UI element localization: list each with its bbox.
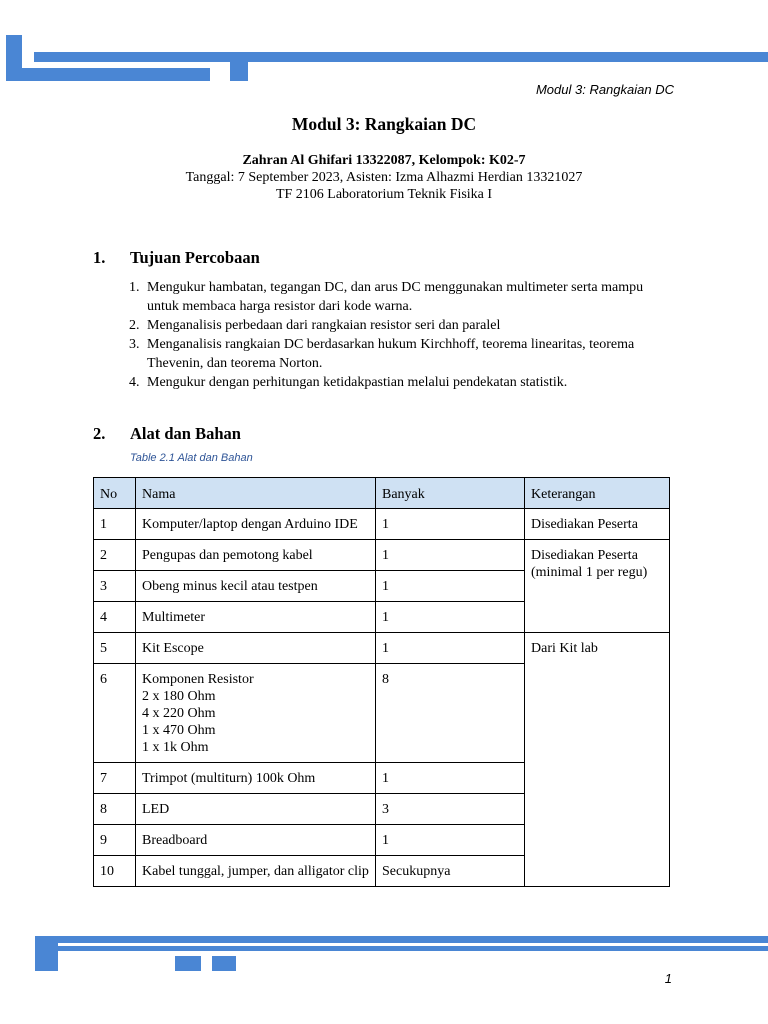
objective-number: 1. (129, 280, 140, 295)
cell-nama: Breadboard (136, 825, 376, 856)
objective-item (0, 316, 647, 335)
cell-keterangan: Disediakan Peserta (minimal 1 per regu) (525, 540, 670, 633)
table-row (94, 509, 670, 540)
table-row (94, 540, 670, 571)
cell-banyak: 1 (376, 825, 525, 856)
document-title: Modul 3: Rangkaian DC (291, 114, 477, 134)
objective-number: 2. (129, 318, 140, 333)
footer-decoration-square-2 (212, 956, 236, 971)
section-heading-alat-bahan (93, 424, 241, 444)
cell-banyak: 1 (376, 509, 525, 540)
cell-nama: Pengupas dan pemotong kabel (136, 540, 376, 571)
cell-banyak: 1 (376, 602, 525, 633)
section-title: Tujuan Percobaan (130, 248, 260, 267)
cell-no: 4 (94, 602, 136, 633)
objective-item (0, 335, 647, 373)
column-header-no: No (94, 478, 136, 509)
cell-nama: Komponen Resistor 2 x 180 Ohm 4 x 220 Ohm 1 x 470 Ohm 1 x 1k Ohm (136, 664, 376, 763)
objectives-list (0, 278, 647, 392)
column-header-nama: Nama (136, 478, 376, 509)
author-line: Zahran Al Ghifari 13322087, Kelompok: K02-7 (242, 153, 526, 168)
footer-decoration-outer-bar (35, 936, 768, 943)
header-decoration-square (230, 52, 248, 81)
cell-nama: Obeng minus kecil atau testpen (136, 571, 376, 602)
cell-no: 1 (94, 509, 136, 540)
cell-nama: LED (136, 794, 376, 825)
cell-nama: Kit Escope (136, 633, 376, 664)
cell-no: 2 (94, 540, 136, 571)
footer-decoration-square-1 (175, 956, 201, 971)
cell-no: 8 (94, 794, 136, 825)
running-header: Modul 3: Rangkaian DC (535, 82, 674, 97)
equipment-table (93, 477, 670, 887)
cell-no: 5 (94, 633, 136, 664)
cell-nama: Trimpot (multiturn) 100k Ohm (136, 763, 376, 794)
course-line: TF 2106 Laboratorium Teknik Fisika I (275, 187, 493, 202)
column-header-keterangan: Keterangan (525, 478, 670, 509)
objective-number: 3. (129, 337, 140, 352)
section-heading-tujuan (93, 248, 260, 268)
cell-keterangan: Dari Kit lab (525, 633, 670, 887)
cell-nama: Multimeter (136, 602, 376, 633)
cell-no: 9 (94, 825, 136, 856)
section-number: 2. (93, 424, 106, 443)
column-header-banyak: Banyak (376, 478, 525, 509)
cell-no: 10 (94, 856, 136, 887)
cell-nama: Kabel tunggal, jumper, dan alligator clip (136, 856, 376, 887)
date-line: Tanggal: 7 September 2023, Asisten: Izma Alhazmi Herdian 13321027 (185, 170, 583, 185)
section-number: 1. (93, 248, 106, 267)
header-decoration-upper-bar (34, 52, 768, 62)
objective-number: 4. (129, 375, 140, 390)
cell-banyak: 3 (376, 794, 525, 825)
objective-text: Menganalisis perbedaan dari rangkaian resistor seri dan paralel (147, 318, 501, 333)
objective-text: Mengukur dengan perhitungan ketidakpastian melalui pendekatan statistik. (147, 375, 568, 390)
header-decoration-lower-bar (6, 68, 210, 81)
objective-item (0, 278, 647, 316)
table-row (94, 633, 670, 664)
objective-item (0, 373, 647, 392)
cell-no: 3 (94, 571, 136, 602)
cell-nama: Komputer/laptop dengan Arduino IDE (136, 509, 376, 540)
footer-decoration-inner-bar (58, 946, 768, 951)
table-header-row (94, 478, 670, 509)
cell-banyak: 1 (376, 633, 525, 664)
page-number: 1 (664, 971, 672, 986)
cell-banyak: 1 (376, 763, 525, 794)
table-caption: Table 2.1 Alat dan Bahan (130, 452, 253, 464)
cell-banyak: 1 (376, 571, 525, 602)
section-title: Alat dan Bahan (130, 424, 241, 443)
cell-banyak: 1 (376, 540, 525, 571)
cell-banyak: Secukupnya (376, 856, 525, 887)
cell-no: 7 (94, 763, 136, 794)
objective-text: Mengukur hambatan, tegangan DC, dan arus DC menggunakan multimeter serta mampu untuk membaca harga resistor dari kode warna. (147, 280, 644, 314)
cell-banyak: 8 (376, 664, 525, 763)
cell-no: 6 (94, 664, 136, 763)
footer-decoration-vertical-bar (35, 936, 58, 971)
cell-keterangan: Disediakan Peserta (525, 509, 670, 540)
objective-text: Menganalisis rangkaian DC berdasarkan hukum Kirchhoff, teorema linearitas, teorema Thevenin, dan teorema Norton. (147, 337, 635, 371)
